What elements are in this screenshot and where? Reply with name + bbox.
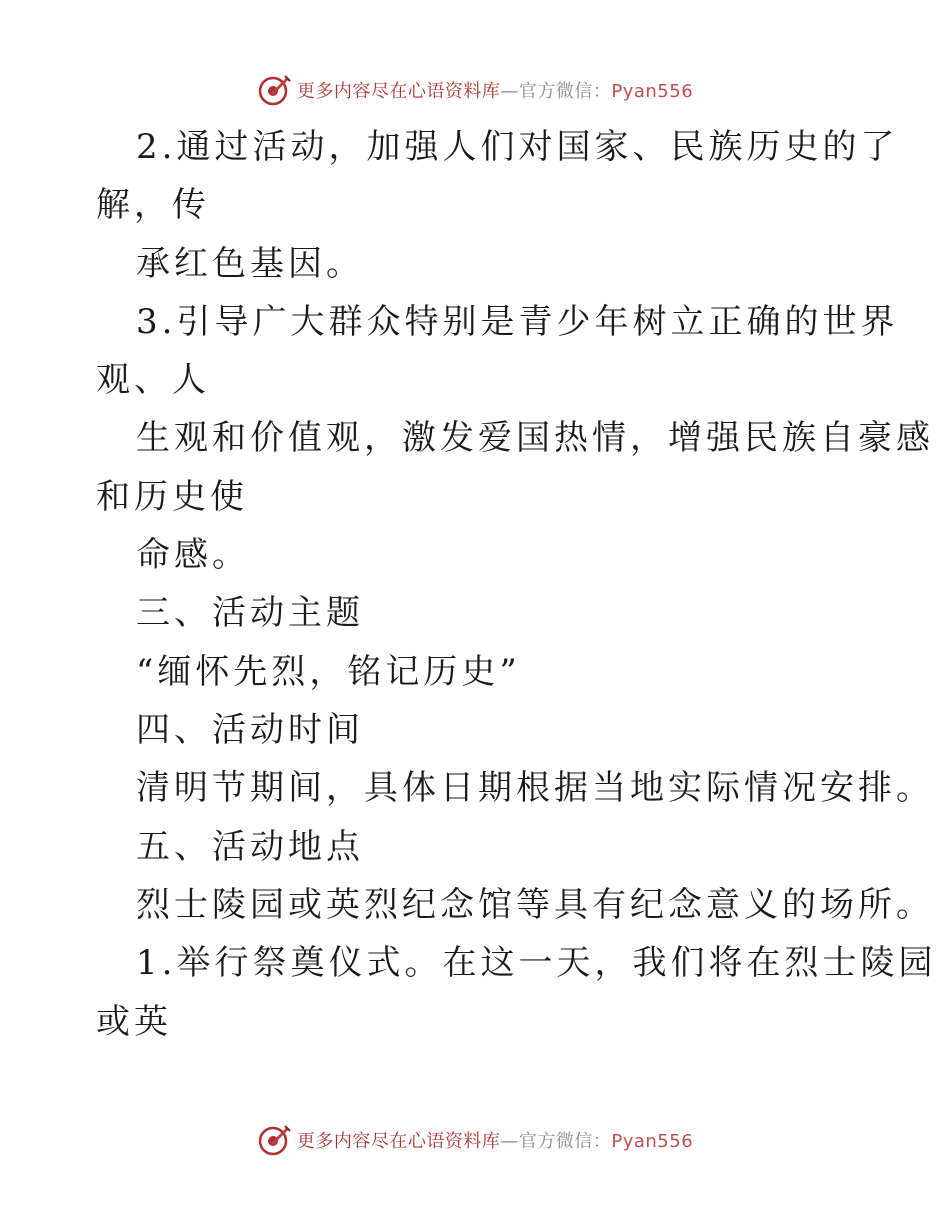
watermark-id: Pyan556 xyxy=(611,1131,694,1152)
text-line: 2.通过活动，加强人们对国家、民族历史的了 xyxy=(136,127,899,167)
text-line: 解，传 xyxy=(96,185,210,225)
text-line: 生观和价值观，激发爱国热情，增强民族自豪感 xyxy=(136,418,934,458)
watermark-dash: — xyxy=(500,1131,519,1152)
text-line: 或英 xyxy=(96,1002,172,1042)
activity-theme: “缅怀先烈，铭记历史” xyxy=(136,652,521,692)
text-line: 1.举行祭奠仪式。在这一天，我们将在烈士陵园 xyxy=(136,943,937,983)
text-line: 观、人 xyxy=(96,360,210,400)
text-line: 承红色基因。 xyxy=(136,244,364,284)
text-line: 清明节期间，具体日期根据当地实际情况安排。 xyxy=(136,768,934,808)
text-line: 和历史使 xyxy=(96,477,248,517)
watermark-official: 官方微信： xyxy=(518,1131,612,1152)
watermark-id: Pyan556 xyxy=(611,81,694,102)
section-heading: 五、活动地点 xyxy=(136,827,364,867)
section-heading: 四、活动时间 xyxy=(136,710,364,750)
section-heading: 三、活动主题 xyxy=(136,593,364,633)
watermark-official: 官方微信： xyxy=(518,81,612,102)
text-line: 命感。 xyxy=(136,535,250,575)
footer-watermark xyxy=(0,1120,950,1160)
watermark-brand: 更多内容尽在心语资料库 xyxy=(296,1131,501,1152)
pen-logo-icon xyxy=(257,1123,291,1157)
watermark-brand: 更多内容尽在心语资料库 xyxy=(296,81,501,102)
text-line: 烈士陵园或英烈纪念馆等具有纪念意义的场所。 xyxy=(136,885,934,925)
watermark-text xyxy=(297,1127,693,1153)
text-line: 3.引导广大群众特别是青少年树立正确的世界 xyxy=(136,302,899,342)
watermark-dash: — xyxy=(500,81,519,102)
